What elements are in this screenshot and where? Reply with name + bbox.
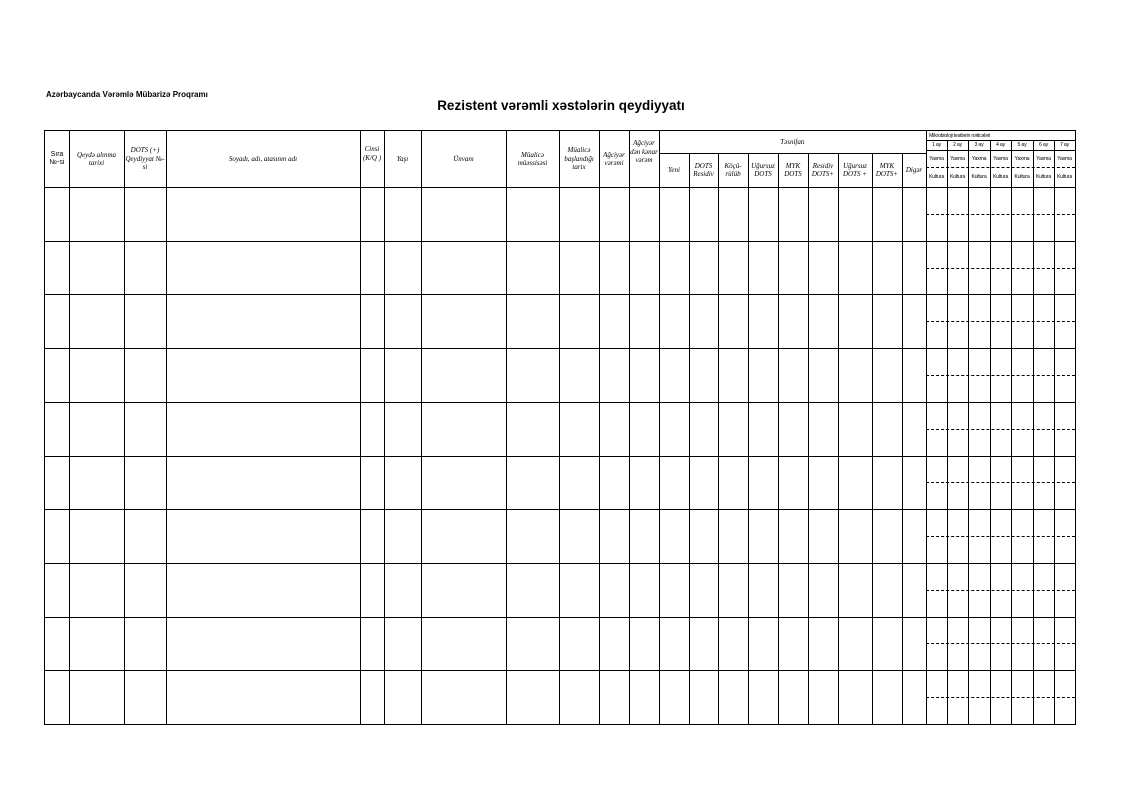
column-divider: [718, 153, 719, 724]
tesnifat-item: MYK DOTS: [784, 161, 802, 178]
column-divider: [990, 140, 991, 724]
column-divider: [689, 153, 690, 724]
result-split-line: [926, 482, 1075, 483]
header-divider: [45, 187, 1075, 188]
col-sira: Sıra №-si: [49, 150, 65, 166]
yaxma-label: Yaxma: [1014, 155, 1030, 162]
tesnifat-header: Təsnifatı: [780, 137, 805, 146]
col-unvani: Ünvanı: [453, 154, 474, 163]
month-label: 1 ay: [931, 142, 941, 148]
result-split-line: [926, 429, 1075, 430]
row-divider: [45, 402, 1075, 403]
column-divider: [872, 153, 873, 724]
row-divider: [45, 670, 1075, 671]
yaxma-label: Yaxma: [929, 155, 944, 162]
row-divider: [45, 563, 1075, 564]
col-agciyerden-kenar: Ağciyər dən kənar vərəm: [630, 139, 658, 164]
row-divider: [45, 509, 1075, 510]
kultura-label: Kultura: [1056, 174, 1073, 180]
column-divider: [968, 140, 969, 724]
yaxma-label: Yaxma: [1036, 155, 1051, 162]
yaxma-label: Yaxma: [1057, 155, 1072, 162]
col-cinsi: Cinsi (K/Q ): [362, 145, 382, 162]
kultura-label: Kultura: [949, 174, 966, 180]
row-divider: [45, 294, 1075, 295]
column-divider: [947, 140, 948, 724]
yaxma-label: Yaxma: [971, 155, 987, 162]
registry-table: [44, 130, 1076, 725]
column-divider: [360, 131, 361, 724]
column-divider: [748, 153, 749, 724]
tesnifat-item: MYK DOTS+: [875, 161, 899, 178]
tesnifat-item: Digər: [905, 165, 923, 174]
kultura-label: Kultura: [971, 174, 987, 180]
column-divider: [778, 153, 779, 724]
col-yasi: Yaşı: [396, 154, 409, 163]
column-divider: [1033, 140, 1034, 724]
result-split-line: [926, 268, 1075, 269]
row-divider: [45, 241, 1075, 242]
tesnifat-item: Residiv DOTS+: [811, 161, 835, 178]
tesnifat-item: Uğursuz DOTS: [751, 161, 775, 178]
organization-name: Azərbaycanda Vərəmlə Mübarizə Proqramı: [46, 90, 208, 99]
column-divider: [659, 131, 660, 724]
month-label: 6 ay: [1038, 142, 1048, 148]
mikro-header: Mikrobioloji testlərin nəticələri: [929, 132, 991, 139]
column-divider: [902, 153, 903, 724]
month-label: 5 ay: [1017, 142, 1027, 148]
tesnifat-item: DOTS Residiv: [693, 161, 714, 178]
column-divider: [629, 131, 630, 724]
column-divider: [838, 153, 839, 724]
yaxma-label: Yaxma: [993, 155, 1008, 162]
month-label: 4 ay: [995, 142, 1005, 148]
result-split-line: [926, 536, 1075, 537]
row-divider: [45, 617, 1075, 618]
result-split-line: [926, 375, 1075, 376]
column-divider: [1011, 140, 1012, 724]
column-divider: [384, 131, 385, 724]
tesnifat-item: Uğursuz DOTS +: [843, 161, 867, 178]
kultura-label: Kultura: [1014, 174, 1030, 180]
row-divider: [45, 456, 1075, 457]
result-split-line: [926, 643, 1075, 644]
month-label: 3 ay: [974, 142, 984, 148]
col-qeyde-alinma: Qeydə alınma tarixi: [76, 150, 117, 167]
row-divider: [45, 348, 1075, 349]
column-divider: [124, 131, 125, 724]
kultura-label: Kultura: [928, 174, 945, 180]
col-soyadi: Soyadı, adı, atasının adı: [228, 154, 298, 163]
column-divider: [69, 131, 70, 724]
column-divider: [926, 131, 927, 724]
col-mualice-muessisesi: Müalicə müəssisəsi: [517, 150, 548, 167]
column-divider: [559, 131, 560, 724]
col-agciyer-veremi: Ağciyər vərəmi: [603, 150, 625, 167]
column-divider: [1054, 140, 1055, 724]
month-label: 2 ay: [952, 142, 962, 148]
result-split-line: [926, 697, 1075, 698]
kultura-label: Kultura: [992, 174, 1009, 180]
column-divider: [599, 131, 600, 724]
tesnifat-item: Yeni: [668, 165, 680, 174]
tesnifat-item: Köçü-rülüb: [724, 161, 742, 178]
kultura-label: Kultura: [1035, 174, 1052, 180]
col-dots-qeydiyyat: DOTS (+) Qeydiyyat №-si: [125, 146, 165, 172]
yaxma-label: Yaxma: [950, 155, 965, 162]
month-label: 7 ay: [1059, 142, 1069, 148]
col-mualice-baslandigi: Müalicə başlandığı tarix: [564, 146, 594, 172]
result-split-line: [926, 214, 1075, 215]
result-split-line: [926, 590, 1075, 591]
column-divider: [808, 153, 809, 724]
column-divider: [421, 131, 422, 724]
page-title: Rezistent vərəmli xəstələrin qeydiyyatı: [437, 98, 685, 113]
column-divider: [506, 131, 507, 724]
column-divider: [166, 131, 167, 724]
result-split-line: [926, 321, 1075, 322]
